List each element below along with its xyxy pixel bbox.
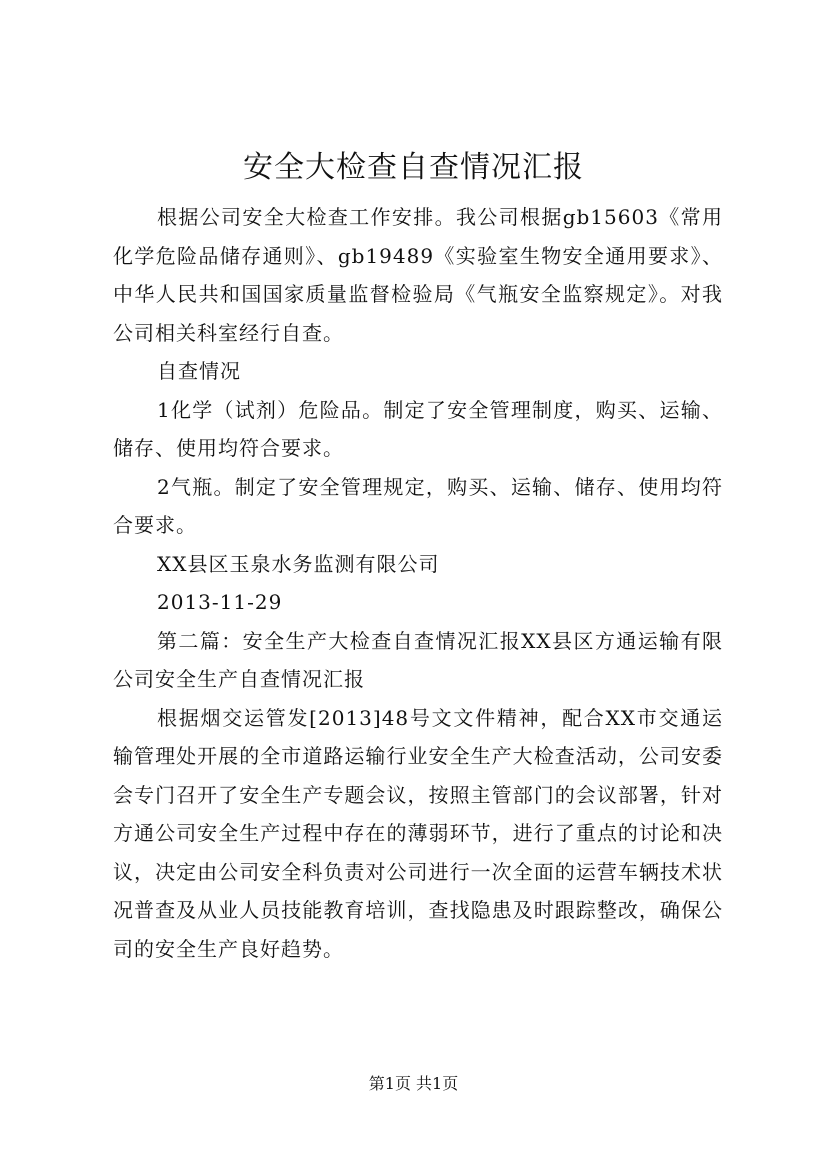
paragraph-second-article-title: 第二篇：安全生产大检查自查情况汇报XX县区方通运输有限公司安全生产自查情况汇报	[113, 628, 723, 691]
document-title: 安全大检查自查情况汇报	[243, 150, 584, 185]
paragraph-date: 2013-11-29	[157, 590, 283, 614]
paragraph-chemicals: 1化学（试剂）危险品。制定了安全管理制度，购买、运输、储存、使用均符合要求。	[113, 397, 723, 460]
page-footer: 第1页 共1页	[368, 1074, 459, 1093]
paragraph-gas-cylinders: 2气瓶。制定了安全管理规定，购买、运输、储存、使用均符合要求。	[113, 474, 723, 537]
paragraph-intro: 根据公司安全大检查工作安排。我公司根据gb15603《常用化学危险品储存通则》、gb19489《实验室生物安全通用要求》、中华人民共和国国家质量监督检验局《气瓶安全监察规定》。对我公司相关科室经行自查。	[113, 205, 723, 345]
paragraph-company-name: XX县区玉泉水务监测有限公司	[157, 551, 440, 576]
paragraph-self-check-heading: 自查情况	[157, 359, 241, 383]
paragraph-second-article-body: 根据烟交运管发[2013]48号文文件精神，配合XX市交通运输管理处开展的全市道路运输行业安全生产大检查活动，公司安委会专门召开了安全生产专题会议，按照主管部门的会议部署，针对方通公司安全生产过程中存在的薄弱环节，进行了重点的讨论和决议，决定由公司安全科负责对公司进行一次全面的运营车辆技术状况普查及从业人员技能教育培训，查找隐患及时跟踪整改，确保公司的安全生产良好趋势。	[113, 705, 723, 961]
document-body	[113, 198, 723, 968]
